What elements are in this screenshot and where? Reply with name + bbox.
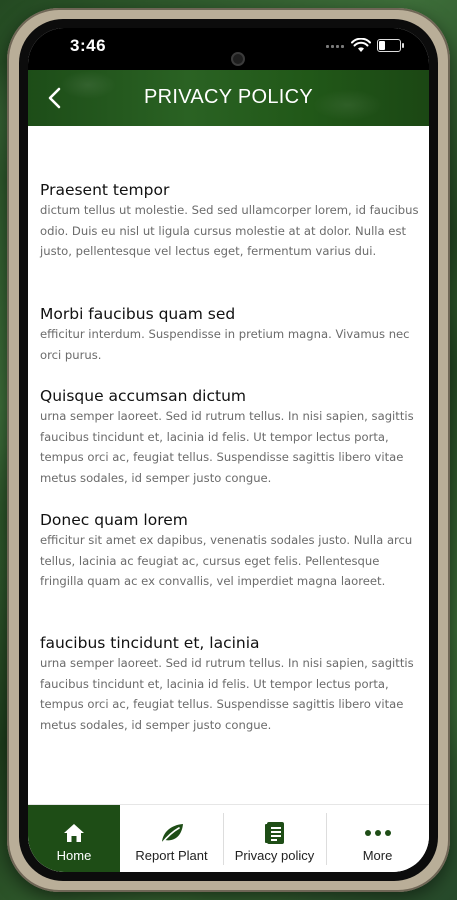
app-bar <box>28 70 429 126</box>
policy-section <box>40 633 422 735</box>
status-time: 3:46 <box>70 36 107 55</box>
home-icon <box>63 820 85 846</box>
signal-icon <box>326 45 344 48</box>
policy-content[interactable] <box>28 126 429 804</box>
phone-bezel <box>19 19 438 881</box>
document-icon <box>264 820 286 846</box>
section-body: urna semper laoreet. Sed id rutrum tellus. In nisi sapien, sagittis faucibus tincidunt et, lacinia id felis. Ut tempor lectus porta, tempus orci ac, feugiat tellus. Suspendisse sagittis libero vitae metus sodales, id semper justo congue. <box>40 409 414 485</box>
page-title: PRIVACY POLICY <box>143 86 314 108</box>
section-body: efficitur interdum. Suspendisse in pretium magna. Vivamus nec orci purus. <box>40 327 410 362</box>
nav-more[interactable] <box>326 805 429 872</box>
more-dots-icon <box>364 820 392 846</box>
wifi-icon <box>351 38 371 57</box>
section-heading: Donec quam lorem <box>40 511 188 529</box>
policy-section <box>40 386 422 488</box>
section-heading: Praesent tempor <box>40 181 170 199</box>
policy-section <box>40 180 422 262</box>
phone-frame <box>7 8 450 892</box>
section-heading: Quisque accumsan dictum <box>40 387 246 405</box>
policy-section <box>40 304 422 365</box>
nav-privacy-policy[interactable] <box>223 805 326 872</box>
front-camera <box>231 52 245 66</box>
status-bar <box>28 28 429 70</box>
policy-section <box>40 510 422 592</box>
nav-label: Privacy policy <box>234 848 315 863</box>
section-body: efficitur sit amet ex dapibus, venenatis sodales justo. Nulla arcu tellus, lacinia ac feugiat ac, cursus eget felis. Pellentesque fringilla quam ac ex convallis, vel imperdiet magna laoreet. <box>40 533 413 588</box>
battery-icon <box>377 39 401 52</box>
section-body: dictum tellus ut molestie. Sed sed ullamcorper lorem, id faucibus odio. Duis eu nisl ut ligula cursus molestie at at dolor. Nulla est justo, pellentesque vel lectus eget, fermentum varius dui. <box>40 203 419 258</box>
bottom-navigation <box>28 804 429 872</box>
nav-label: More <box>362 848 393 863</box>
nav-label: Home <box>56 848 92 863</box>
section-heading: faucibus tincidunt et, lacinia <box>40 634 260 652</box>
nav-label: Report Plant <box>135 848 208 863</box>
nav-home[interactable] <box>28 805 120 872</box>
app-screen <box>28 28 429 872</box>
section-heading: Morbi faucibus quam sed <box>40 305 236 323</box>
leaf-icon <box>159 820 185 846</box>
section-body: urna semper laoreet. Sed id rutrum tellus. In nisi sapien, sagittis faucibus tincidunt et, lacinia id felis. Ut tempor lectus porta, tempus orci ac, feugiat tellus. Suspendisse sagittis libero vitae metus sodales, id semper justo congue. <box>40 656 414 732</box>
nav-report-plant[interactable] <box>120 805 223 872</box>
